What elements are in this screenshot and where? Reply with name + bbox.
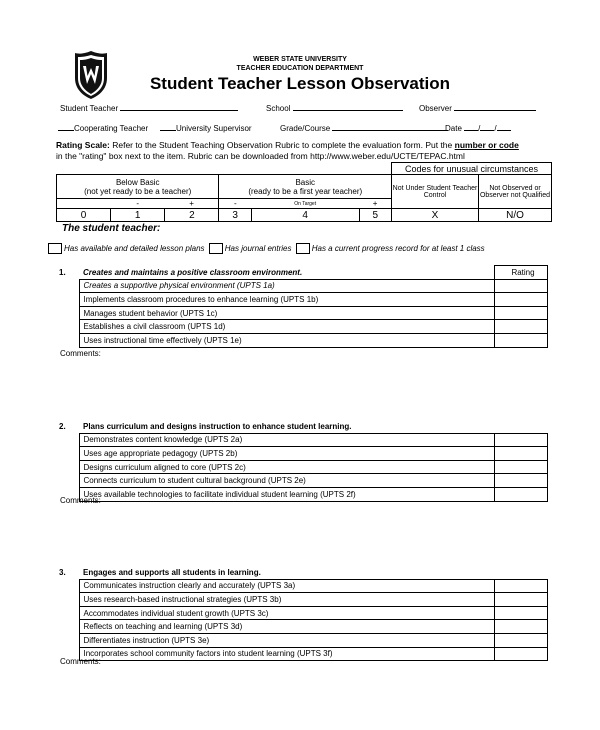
score-cell: 3 <box>219 209 251 222</box>
table-row: Uses age appropriate pedagogy (UPTS 2b) <box>56 447 548 461</box>
section-3-title: Engages and supports all students in learning. <box>83 567 261 577</box>
progress-record-checkbox[interactable] <box>296 243 310 254</box>
student-teacher-field[interactable]: Student Teacher <box>60 102 238 113</box>
rating-cell[interactable] <box>495 447 548 461</box>
code-na-cell: N/O <box>479 209 552 222</box>
score-cell: 1 <box>111 209 165 222</box>
table-row: Designs curriculum aligned to core (UPTS 2c) <box>56 460 548 474</box>
unusual-codes-header: Codes for unusual circumstances <box>392 163 552 175</box>
table-row: Establishes a civil classroom (UPTS 1d) <box>56 320 548 334</box>
rating-cell[interactable] <box>495 647 548 661</box>
checklist-row <box>48 243 487 254</box>
rating-cell[interactable] <box>495 433 548 447</box>
rating-column-header: Rating <box>495 266 548 280</box>
rating-cell[interactable] <box>495 593 548 607</box>
department-name: TEACHER EDUCATION DEPARTMENT <box>236 65 364 72</box>
school-field[interactable]: School <box>266 102 403 113</box>
student-teacher-heading: The student teacher: <box>62 223 161 234</box>
rating-cell[interactable] <box>495 606 548 620</box>
rating-cell[interactable] <box>495 487 548 501</box>
cooperating-teacher-field[interactable]: Cooperating Teacher <box>58 122 148 133</box>
score-cell: 5 <box>359 209 391 222</box>
table-row: Connects curriculum to student cultural background (UPTS 2e) <box>56 474 548 488</box>
rating-cell[interactable] <box>495 293 548 307</box>
on-target-label: On Target <box>251 199 359 209</box>
lesson-plans-label: Has available and detailed lesson plans <box>64 243 205 253</box>
table-row: Uses instructional time effectively (UPTS 1e) <box>56 333 548 347</box>
table-row: Uses available technologies to facilitate individual student learning (UPTS 2f) <box>56 487 548 501</box>
basic-header: Basic (ready to be a first year teacher) <box>219 175 392 199</box>
below-minus: - <box>111 199 165 209</box>
table-row: Implements classroom procedures to enhance learning (UPTS 1b) <box>56 293 548 307</box>
table-row: Communicates instruction clearly and accurately (UPTS 3a) <box>56 579 548 593</box>
section-1-table: 1. Creates and maintains a positive classroom environment. Rating Creates a supportive physical environment (UPTS 1a) Implements classroom procedures to enhance learning (UPTS 1b) Manages student behavior (UPTS 1c) Establishes a civil classroom (UPTS 1d) Uses instructional time effectively (UPTS 1e) <box>56 265 548 348</box>
rating-scale-table <box>56 162 552 222</box>
comments-label: Comments: <box>60 657 101 666</box>
table-row: Demonstrates content knowledge (UPTS 2a) <box>56 433 548 447</box>
observer-field[interactable]: Observer <box>419 102 536 113</box>
section-2-table: 2. Plans curriculum and designs instruction to enhance student learning. Demonstrates content knowledge (UPTS 2a) Uses age appropriate pedagogy (UPTS 2b) Designs curriculum aligned to core (UPTS 2c) Connects curriculum to student cultural background (UPTS 2e) Uses available technologies to facilitate individual student learning (UPTS 2f) <box>56 420 548 502</box>
basic-plus: + <box>359 199 391 209</box>
section-1-title: Creates and maintains a positive classroom environment. <box>83 267 303 277</box>
date-field[interactable]: Date / / <box>445 122 511 133</box>
university-name: WEBER STATE UNIVERSITY <box>253 56 347 63</box>
comments-label: Comments: <box>60 349 101 358</box>
not-observed-header: Not Observed or Observer not Qualified <box>479 175 552 209</box>
table-row: Uses research-based instructional strategies (UPTS 3b) <box>56 593 548 607</box>
rating-cell[interactable] <box>495 579 548 593</box>
university-supervisor-field[interactable]: University Supervisor <box>160 122 252 133</box>
table-row: Manages student behavior (UPTS 1c) <box>56 306 548 320</box>
below-basic-header: Below Basic (not yet ready to be a teacher) <box>57 175 219 199</box>
progress-record-label: Has a current progress record for at least 1 class <box>311 243 485 253</box>
table-row: Differentiates instruction (UPTS 3e) <box>56 633 548 647</box>
table-row: Reflects on teaching and learning (UPTS 3d) <box>56 620 548 634</box>
journal-label: Has journal entries <box>224 243 292 253</box>
rating-cell[interactable] <box>495 333 548 347</box>
comments-label: Comments: <box>60 496 101 505</box>
section-3-table: 3. Engages and supports all students in learning. Communicates instruction clearly and accurately (UPTS 3a) Uses research-based instructional strategies (UPTS 3b) Accommodates individual student growth (UPTS 3c) Reflects on teaching and learning (UPTS 3d) Differentiates instruction (UPTS 3e) Incorporates school community factors into student learning (UPTS 3f) <box>56 566 548 661</box>
section-2-title: Plans curriculum and designs instruction to enhance student learning. <box>83 421 352 431</box>
rating-cell[interactable] <box>495 279 548 293</box>
table-row: Incorporates school community factors into student learning (UPTS 3f) <box>56 647 548 661</box>
score-cell: 2 <box>165 209 219 222</box>
table-row: Accommodates individual student growth (UPTS 3c) <box>56 606 548 620</box>
rating-cell[interactable] <box>495 320 548 334</box>
basic-minus: - <box>219 199 251 209</box>
not-under-control-header: Not Under Student Teacher Control <box>392 175 479 209</box>
rating-cell[interactable] <box>495 460 548 474</box>
page-title: Student Teacher Lesson Observation <box>149 74 451 93</box>
journal-checkbox[interactable] <box>209 243 223 254</box>
lesson-plans-checkbox[interactable] <box>48 243 62 254</box>
score-cell: 0 <box>57 209 111 222</box>
rating-cell[interactable] <box>495 620 548 634</box>
grade-course-field[interactable]: Grade/Course <box>280 122 448 133</box>
rating-cell[interactable] <box>495 306 548 320</box>
code-x-cell: X <box>392 209 479 222</box>
rating-cell[interactable] <box>495 474 548 488</box>
rating-scale-instructions: Rating Scale: Refer to the Student Teaching Observation Rubric to complete the evaluation form. Put the number or code in the "rating" box next to the item. Rubric can be downloaded from http://www.weber.edu/UCTE/TEPAC.html <box>56 140 519 161</box>
score-cell: 4 <box>251 209 359 222</box>
table-row: Creates a supportive physical environment (UPTS 1a) <box>56 279 548 293</box>
rating-cell[interactable] <box>495 633 548 647</box>
below-plus: + <box>165 199 219 209</box>
